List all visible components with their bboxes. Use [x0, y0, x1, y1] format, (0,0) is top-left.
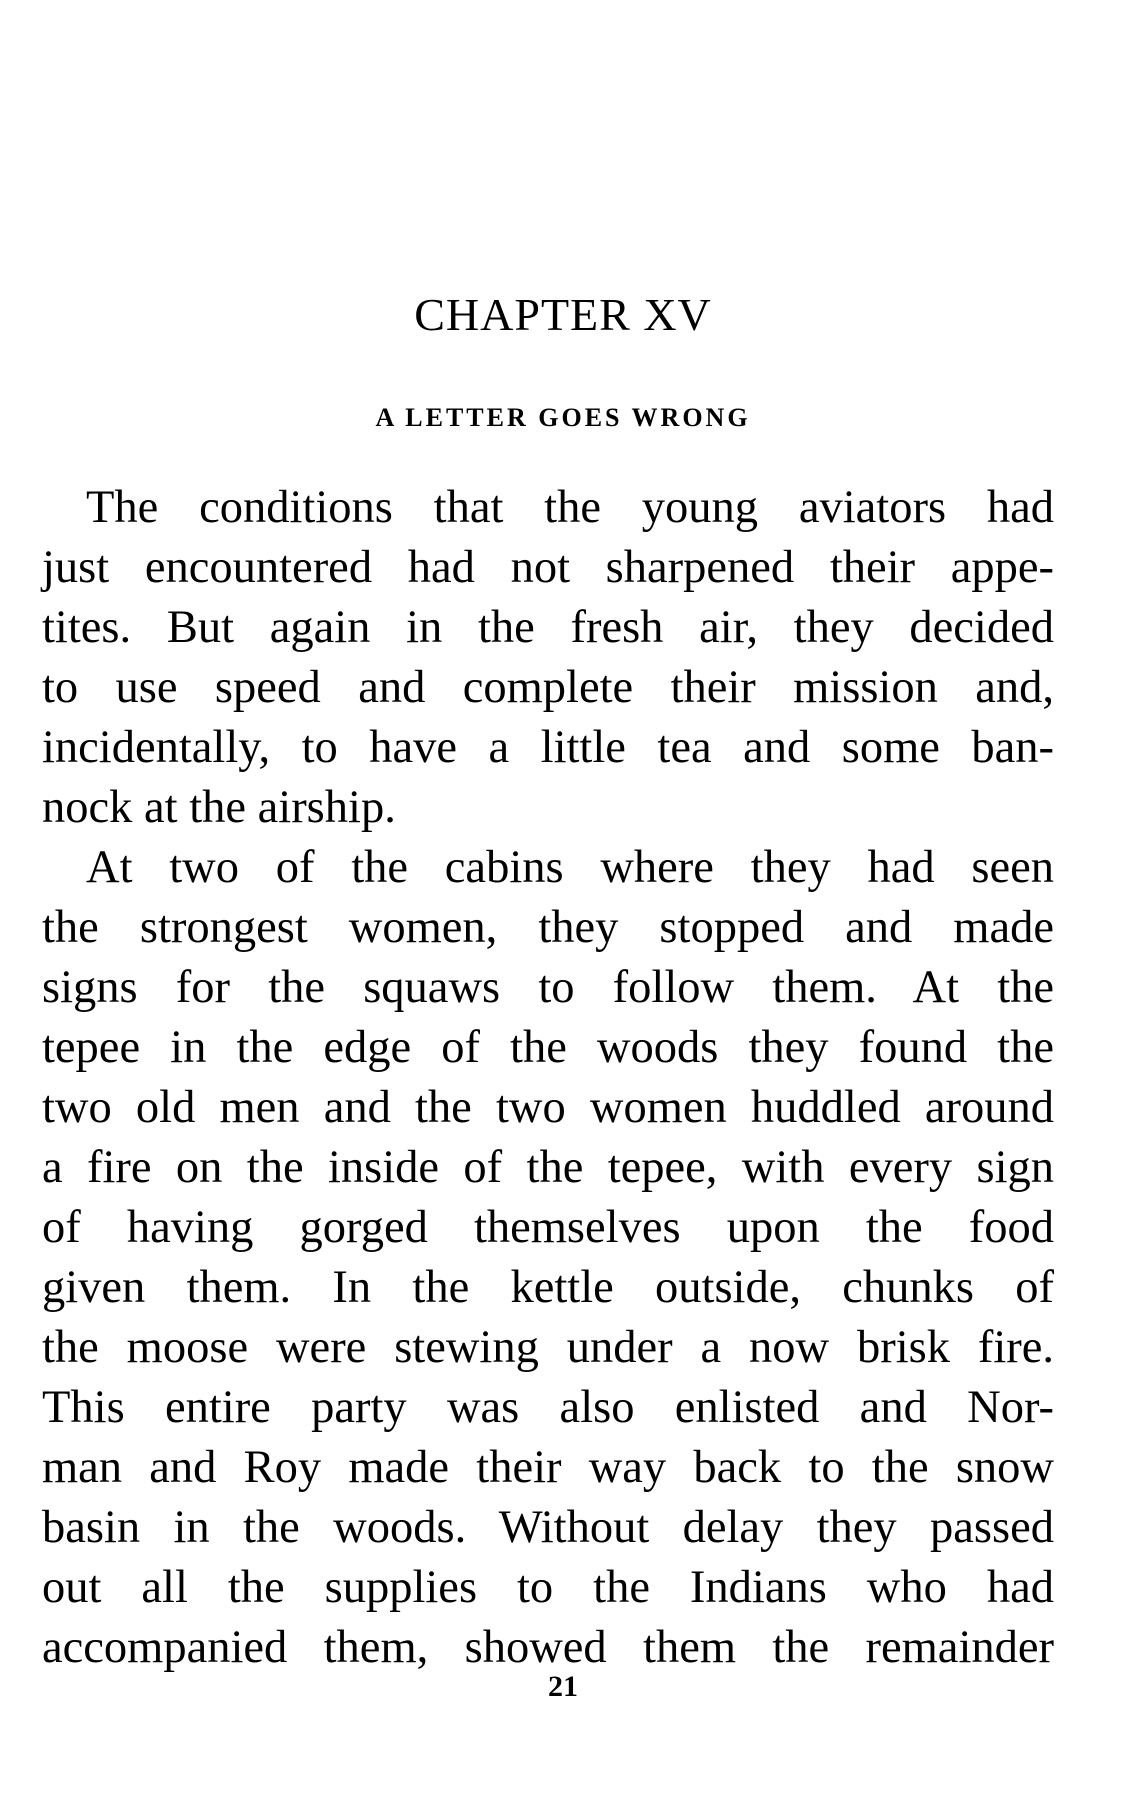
text-line: given them. In the kettle outside, chunks of [42, 1262, 1054, 1313]
text-line: a fire on the inside of the tepee, with every sign [42, 1142, 1054, 1193]
text-line: signs for the squaws to follow them. At the [42, 962, 1054, 1013]
text-line: man and Roy made their way back to the snow [42, 1442, 1054, 1493]
text-line: of having gorged themselves upon the food [42, 1202, 1054, 1253]
page-number: 21 [548, 1670, 578, 1703]
text-line: This entire party was also enlisted and Nor- [42, 1382, 1054, 1433]
text-line: basin in the woods. Without delay they passed [42, 1502, 1054, 1553]
text-line: the strongest women, they stopped and made [42, 902, 1054, 953]
text-line: just encountered had not sharpened their appe- [42, 542, 1054, 593]
text-line: tepee in the edge of the woods they found the [42, 1022, 1054, 1073]
text-line: tites. But again in the fresh air, they decided [42, 602, 1054, 653]
text-line: The conditions that the young aviators had [86, 482, 1054, 533]
text-line: nock at the airship. [42, 782, 396, 833]
chapter-heading: CHAPTER XV [414, 289, 712, 340]
chapter-title: A LETTER GOES WRONG [375, 403, 751, 432]
text-line: two old men and the two women huddled around [42, 1082, 1054, 1133]
text-line: the moose were stewing under a now brisk fire. [42, 1322, 1054, 1373]
text-line: incidentally, to have a little tea and some ban- [42, 722, 1054, 773]
text-line: out all the supplies to the Indians who had [42, 1562, 1054, 1613]
text-line: At two of the cabins where they had seen [86, 842, 1054, 893]
text-line: to use speed and complete their mission and, [42, 662, 1054, 713]
text-line: accompanied them, showed them the remainder [42, 1622, 1054, 1673]
body-text [42, 478, 1054, 1678]
